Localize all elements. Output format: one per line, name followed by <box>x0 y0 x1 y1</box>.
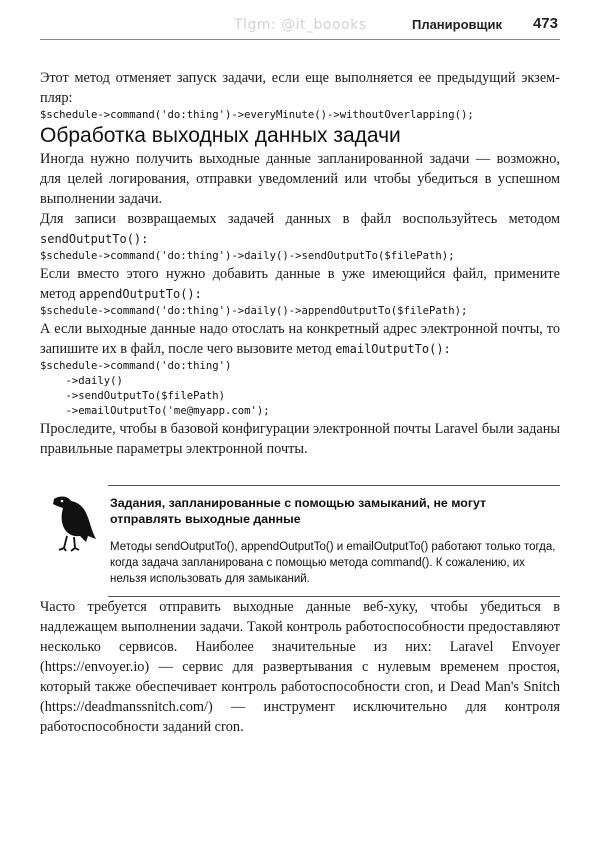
paragraph-append-output <box>40 264 560 304</box>
inline-code-append-output: appendOutputTo(): <box>79 287 202 301</box>
section-heading: Обработка выходных данных задачи <box>40 124 401 147</box>
paragraph-send-output-text: Для записи возвращаемых задачей данных в файл воспользуйтесь методом <box>40 211 560 227</box>
note-title: Задания, запланированные с помощью замыканий, не могут отправлять выходные данные <box>110 496 487 526</box>
paragraph-email-output-text: А если выходные данные надо отослать на конкретный адрес электронной почты, то запишите их в файл, после чего вызовите метод <box>40 321 560 357</box>
paragraph-overlap: Этот метод отменяет запуск задачи, если еще выполняется ее предыдущий экзем-пляр: <box>40 70 560 106</box>
header-rule <box>40 39 560 40</box>
paragraph-intro: Иногда нужно получить выходные данные запланированной задачи — возможно, для целей логирования, отправки уведомлений или чтобы убедиться в успешном выполнении задачи. <box>40 151 560 207</box>
note-rule-bottom <box>108 596 560 597</box>
page-header <box>0 0 600 40</box>
paragraph-send-output <box>40 209 560 249</box>
page-content <box>40 68 560 737</box>
inline-code-email-output: emailOutputTo(): <box>335 342 451 356</box>
code-send-output: $schedule->command('do:thing')->daily()->sendOutputTo($filePath); <box>40 250 455 262</box>
crow-icon <box>40 489 102 555</box>
paragraph-email-output <box>40 319 560 359</box>
inline-code-send-output: sendOutputTo(): <box>40 232 149 246</box>
note-rule-top <box>108 485 560 486</box>
note-box <box>40 485 560 597</box>
code-email-output: $schedule->command('do:thing') ->daily() ->sendOutputTo($filePath) ->emailOutputTo('me@myapp.com'); <box>40 360 270 417</box>
paragraph-append-output-text: Если вместо этого нужно добавить данные в уже имеющийся файл, примените метод <box>40 266 560 302</box>
paragraph-mail-config: Проследите, чтобы в базовой конфигурации электронной почты Laravel были заданы правильные параметры электронной почты. <box>40 421 560 457</box>
watermark: Tlgm: @it_boooks <box>234 17 367 33</box>
paragraph-webhooks: Часто требуется отправить выходные данные веб-хуку, чтобы убедиться в надлежащем выполнении задачи. Такой контроль работоспособности предоставляют несколько сервисов. Наиболее значительные из них: Laravel Envoyer (https://envoyer.io) — сервис для развертывания с нулевым временем простоя, который также обеспечивает контроль работоспособности cron, и Dead Man's Snitch (https://deadmanssnitch.com/) — инструмент исключительно для контроля работоспособности заданий cron. <box>40 599 560 735</box>
note-text: Методы sendOutputTo(), appendOutputTo() и emailOutputTo() работают только тогда, когда задача запланирована с помощью метода command(). К сожалению, их нельзя использовать для замыканий. <box>110 541 556 585</box>
running-title: Планировщик <box>411 17 502 32</box>
page-number: 473 <box>532 15 558 32</box>
code-append-output: $schedule->command('do:thing')->daily()->appendOutputTo($filePath); <box>40 305 468 317</box>
code-without-overlapping: $schedule->command('do:thing')->everyMinute()->withoutOverlapping(); <box>40 109 474 121</box>
